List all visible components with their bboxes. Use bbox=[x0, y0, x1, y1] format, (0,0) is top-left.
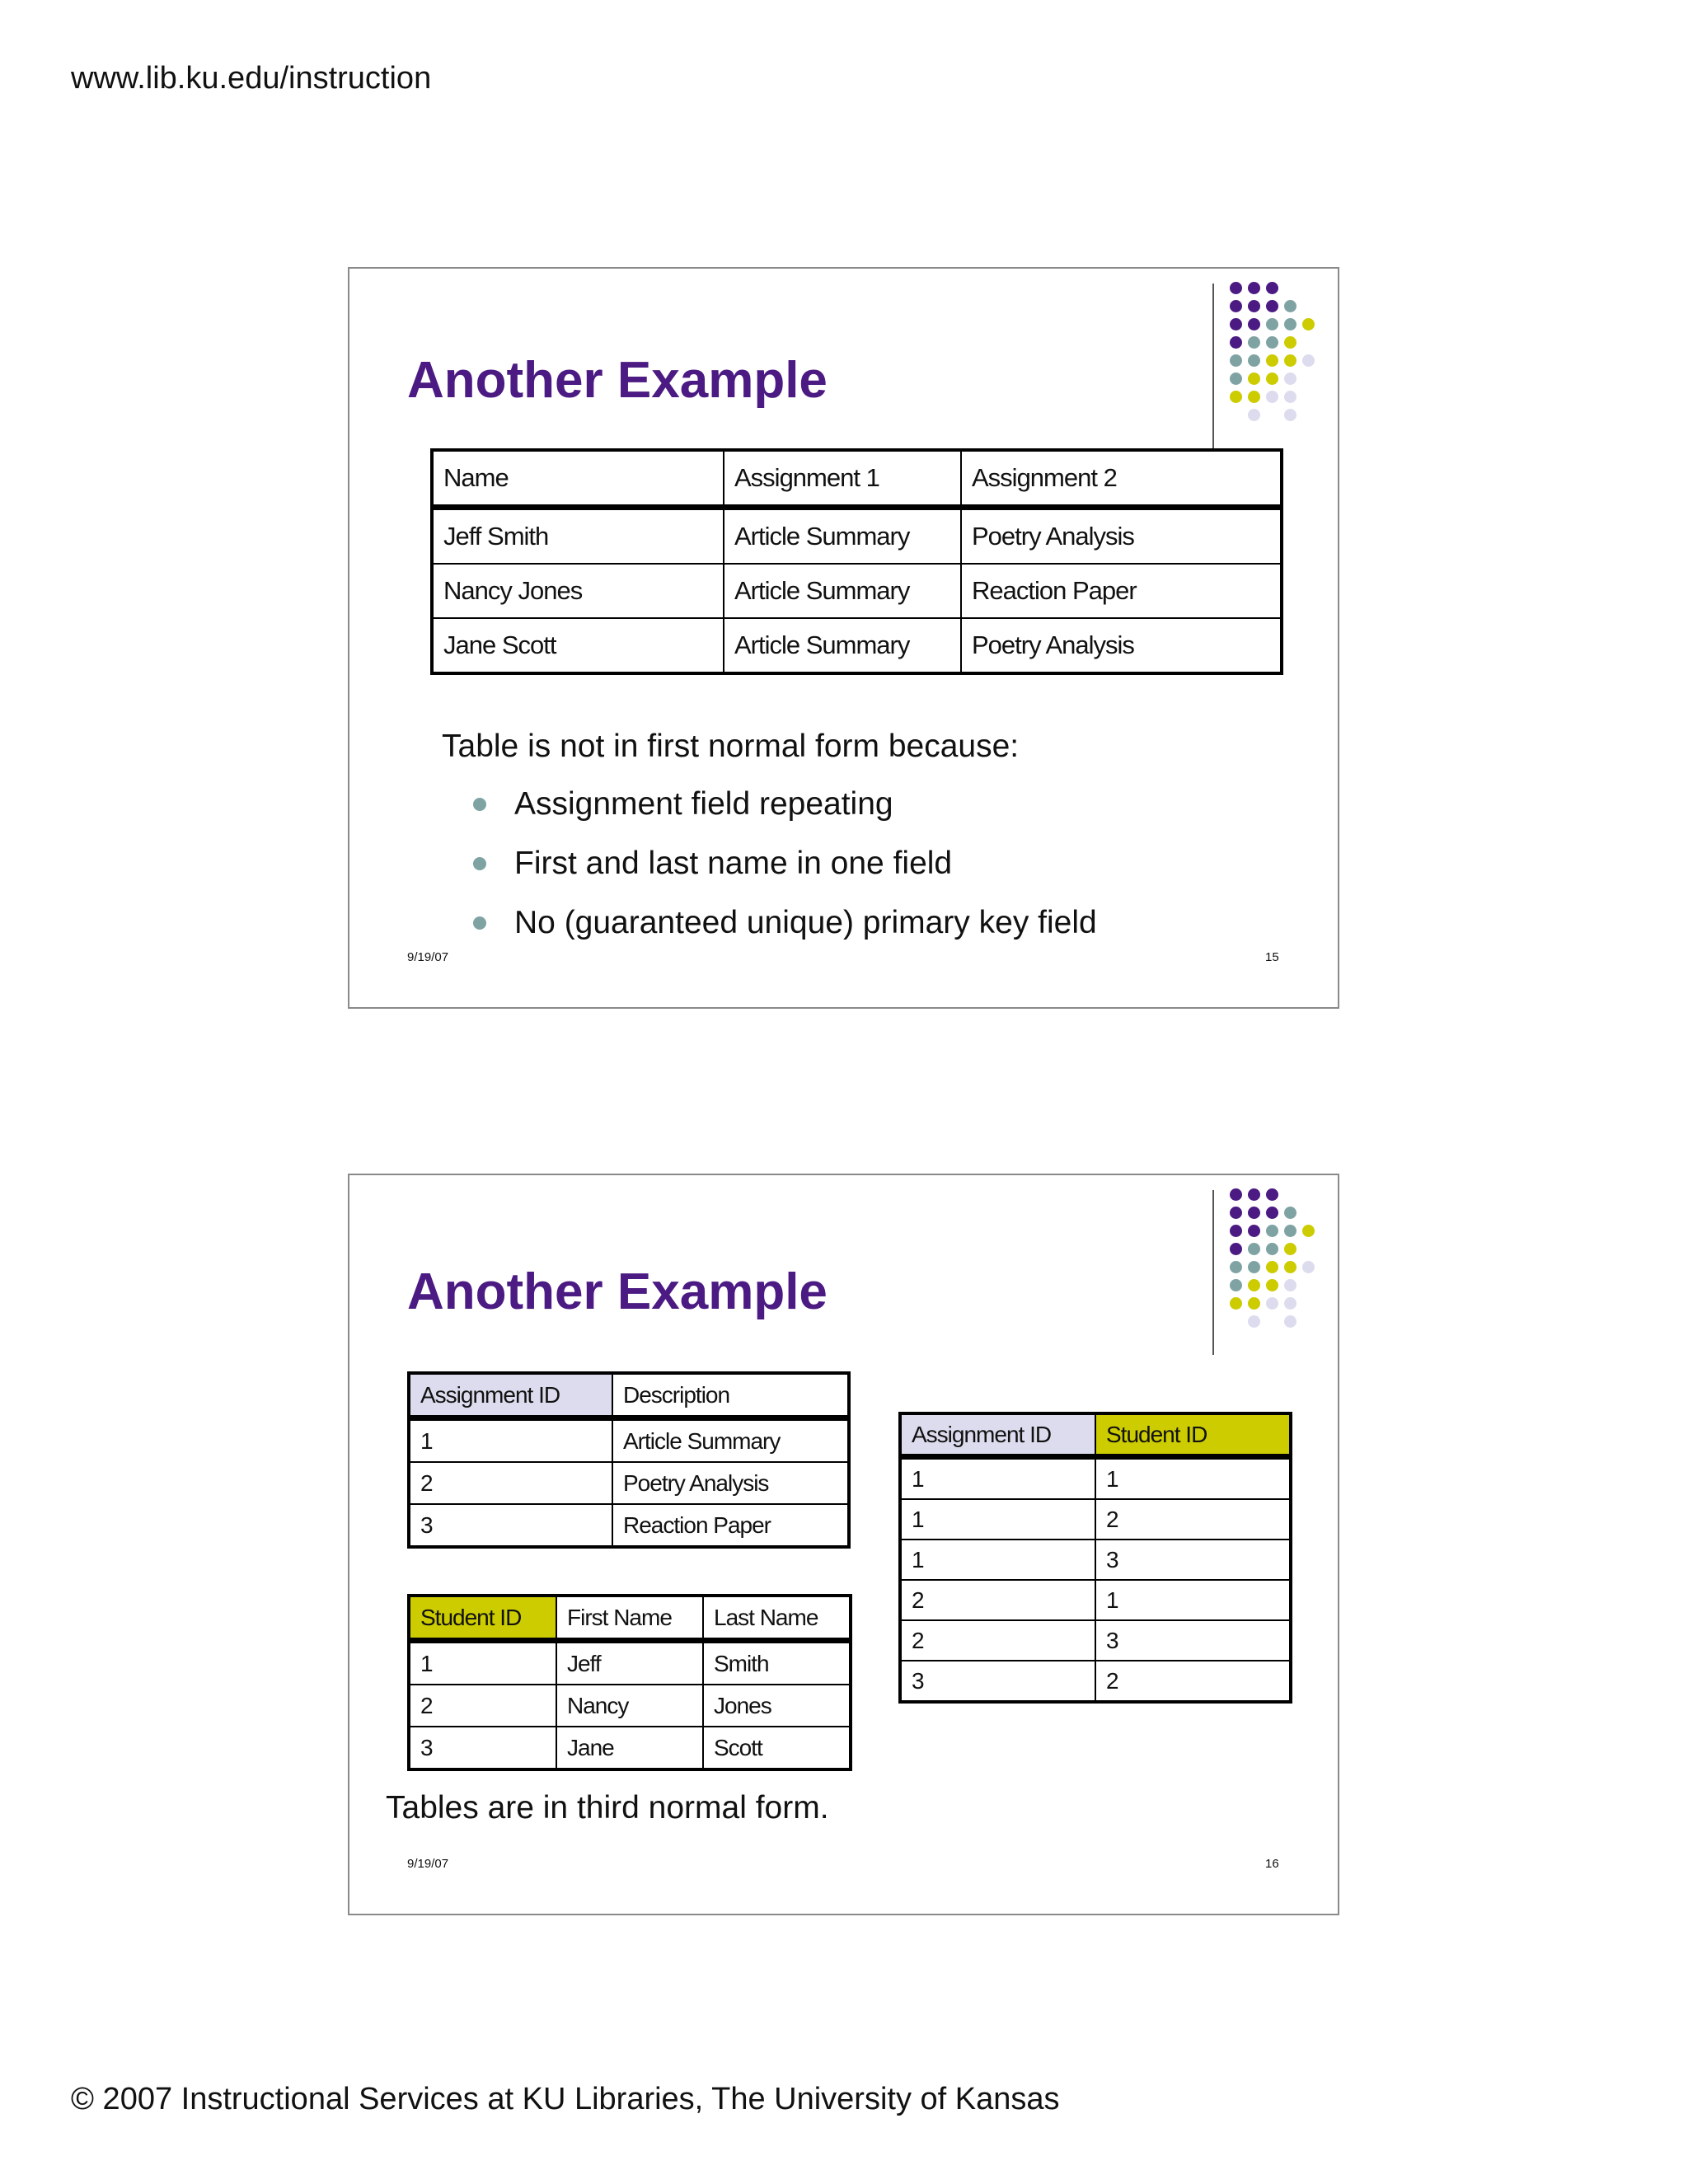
logo-dot bbox=[1248, 409, 1260, 421]
logo-dot bbox=[1266, 1297, 1278, 1310]
bullet-dot-icon bbox=[473, 798, 486, 811]
logo-dot bbox=[1284, 318, 1296, 330]
assignment-student-table bbox=[898, 1412, 1292, 1704]
logo-dot bbox=[1266, 1188, 1278, 1201]
logo-dot bbox=[1248, 336, 1260, 349]
logo-dot bbox=[1266, 373, 1278, 385]
header-cell: Last Name bbox=[703, 1596, 851, 1641]
page-header-url: www.lib.ku.edu/instruction bbox=[71, 61, 432, 96]
table-row bbox=[900, 1620, 1291, 1661]
header-cell: Assignment 1 bbox=[724, 450, 961, 508]
logo-dot bbox=[1284, 373, 1296, 385]
logo-dot bbox=[1248, 391, 1260, 403]
logo-dot bbox=[1302, 1261, 1315, 1273]
table-cell: 2 bbox=[409, 1685, 556, 1727]
logo-dot bbox=[1266, 1207, 1278, 1219]
header-cell: Student ID bbox=[409, 1596, 556, 1641]
bullet-text: No (guaranteed unique) primary key field bbox=[514, 905, 1097, 940]
table-cell: 3 bbox=[900, 1661, 1095, 1702]
logo-dot bbox=[1230, 336, 1242, 349]
table-cell: 1 bbox=[409, 1418, 612, 1463]
logo-dot bbox=[1266, 354, 1278, 367]
table-cell: 1 bbox=[900, 1540, 1095, 1580]
table-row bbox=[900, 1457, 1291, 1500]
table-cell: 3 bbox=[409, 1504, 612, 1547]
table-cell: Reaction Paper bbox=[961, 564, 1282, 618]
logo-dot bbox=[1248, 300, 1260, 312]
logo-dot bbox=[1284, 1243, 1296, 1255]
logo-dot bbox=[1248, 1297, 1260, 1310]
table-cell: Article Summary bbox=[612, 1418, 849, 1463]
bullet-list bbox=[473, 785, 1097, 963]
conclusion-text: Tables are in third normal form. bbox=[386, 1790, 829, 1825]
table-cell: Poetry Analysis bbox=[612, 1462, 849, 1504]
logo-dot bbox=[1284, 354, 1296, 367]
slide-title: Another Example bbox=[407, 352, 828, 409]
table-cell: Poetry Analysis bbox=[961, 618, 1282, 673]
table-cell: Smith bbox=[703, 1641, 851, 1685]
logo-dot bbox=[1284, 1279, 1296, 1291]
table-row bbox=[409, 1462, 849, 1504]
logo-dot bbox=[1284, 409, 1296, 421]
table-row bbox=[900, 1540, 1291, 1580]
logo-dot bbox=[1248, 1261, 1260, 1273]
bullet-dot-icon bbox=[473, 857, 486, 870]
table-row bbox=[409, 1504, 849, 1547]
header-cell: Name bbox=[432, 450, 724, 508]
table-cell: 3 bbox=[1095, 1620, 1291, 1661]
logo-dot bbox=[1284, 1315, 1296, 1328]
table-cell: Jones bbox=[703, 1685, 851, 1727]
logo-dot bbox=[1248, 1315, 1260, 1328]
header-cell: First Name bbox=[556, 1596, 703, 1641]
bullet-item bbox=[473, 844, 1097, 903]
table-row bbox=[900, 1499, 1291, 1540]
table-cell: 2 bbox=[1095, 1661, 1291, 1702]
logo-dot bbox=[1284, 1297, 1296, 1310]
slide-16 bbox=[348, 1174, 1339, 1915]
slide-title: Another Example bbox=[407, 1263, 828, 1320]
table-cell: Scott bbox=[703, 1727, 851, 1769]
logo-dot bbox=[1248, 373, 1260, 385]
table-cell: 1 bbox=[900, 1457, 1095, 1500]
logo-dot bbox=[1230, 1297, 1242, 1310]
table-row bbox=[432, 508, 1282, 565]
page-footer-copyright: © 2007 Instructional Services at KU Libraries, The University of Kansas bbox=[71, 2082, 1060, 2116]
slide-15 bbox=[348, 267, 1339, 1009]
table-cell: Jane Scott bbox=[432, 618, 724, 673]
table-cell: 2 bbox=[1095, 1499, 1291, 1540]
logo-dot bbox=[1266, 336, 1278, 349]
table-row bbox=[409, 1641, 851, 1685]
logo-dot bbox=[1302, 354, 1315, 367]
table-row bbox=[432, 564, 1282, 618]
logo-dot bbox=[1230, 300, 1242, 312]
table-cell: Jeff bbox=[556, 1641, 703, 1685]
table-row bbox=[900, 1661, 1291, 1702]
logo-dot bbox=[1266, 318, 1278, 330]
logo-dot bbox=[1266, 1225, 1278, 1237]
table-cell: 3 bbox=[1095, 1540, 1291, 1580]
logo-dot bbox=[1248, 282, 1260, 294]
logo-dot bbox=[1302, 1225, 1315, 1237]
table-cell: Article Summary bbox=[724, 618, 961, 673]
table-cell: Nancy bbox=[556, 1685, 703, 1727]
table-row bbox=[409, 1727, 851, 1769]
table-cell: Nancy Jones bbox=[432, 564, 724, 618]
logo-dot bbox=[1302, 318, 1315, 330]
logo-dot bbox=[1284, 336, 1296, 349]
table-row bbox=[409, 1418, 849, 1463]
logo-dot bbox=[1248, 1279, 1260, 1291]
table-cell: Reaction Paper bbox=[612, 1504, 849, 1547]
logo-dot bbox=[1248, 1188, 1260, 1201]
logo-dot bbox=[1230, 282, 1242, 294]
bullet-text: First and last name in one field bbox=[514, 846, 953, 881]
slide-number: 16 bbox=[1265, 1857, 1279, 1871]
table-row bbox=[432, 618, 1282, 673]
table-cell: Poetry Analysis bbox=[961, 508, 1282, 565]
logo-dot bbox=[1284, 391, 1296, 403]
logo-dot bbox=[1284, 300, 1296, 312]
logo-dot bbox=[1248, 318, 1260, 330]
logo-dot bbox=[1230, 354, 1242, 367]
header-cell: Assignment 2 bbox=[961, 450, 1282, 508]
logo-dot bbox=[1248, 1207, 1260, 1219]
header-cell: Student ID bbox=[1095, 1413, 1291, 1457]
logo-dot bbox=[1266, 1243, 1278, 1255]
table-row bbox=[900, 1580, 1291, 1620]
assignments-table bbox=[407, 1371, 851, 1549]
logo-dot bbox=[1230, 1225, 1242, 1237]
logo-dot bbox=[1248, 1225, 1260, 1237]
slide-date: 9/19/07 bbox=[407, 950, 449, 964]
logo-dot bbox=[1248, 1243, 1260, 1255]
logo-dot bbox=[1248, 354, 1260, 367]
header-cell: Assignment ID bbox=[409, 1373, 612, 1418]
table-cell: 1 bbox=[1095, 1580, 1291, 1620]
logo-dot bbox=[1230, 1207, 1242, 1219]
logo-dot bbox=[1230, 1243, 1242, 1255]
table-cell: 2 bbox=[900, 1620, 1095, 1661]
logo-dot bbox=[1284, 1261, 1296, 1273]
logo-dot bbox=[1230, 1261, 1242, 1273]
logo-dot bbox=[1266, 282, 1278, 294]
header-cell: Assignment ID bbox=[900, 1413, 1095, 1457]
logo-dot bbox=[1230, 391, 1242, 403]
bullet-item bbox=[473, 903, 1097, 963]
table-cell: 1 bbox=[409, 1641, 556, 1685]
table-cell: Jane bbox=[556, 1727, 703, 1769]
logo-dot bbox=[1284, 1225, 1296, 1237]
table-cell: Article Summary bbox=[724, 508, 961, 565]
logo-dot bbox=[1284, 1207, 1296, 1219]
bullet-text: Assignment field repeating bbox=[514, 786, 893, 822]
logo-dot bbox=[1230, 318, 1242, 330]
table-cell: 2 bbox=[900, 1580, 1095, 1620]
logo-dot bbox=[1230, 373, 1242, 385]
logo-dot bbox=[1230, 1279, 1242, 1291]
logo-dot bbox=[1266, 1279, 1278, 1291]
slide-number: 15 bbox=[1265, 950, 1279, 964]
table-row bbox=[409, 1685, 851, 1727]
table-cell: Jeff Smith bbox=[432, 508, 724, 565]
bullet-item bbox=[473, 785, 1097, 844]
enrollment-table bbox=[430, 448, 1283, 675]
table-cell: Article Summary bbox=[724, 564, 961, 618]
logo-dot bbox=[1266, 391, 1278, 403]
bullet-dot-icon bbox=[473, 916, 486, 930]
logo-dot bbox=[1266, 300, 1278, 312]
slide-date: 9/19/07 bbox=[407, 1857, 449, 1871]
logo-dot bbox=[1266, 1261, 1278, 1273]
header-cell: Description bbox=[612, 1373, 849, 1418]
note-text: Table is not in first normal form because: bbox=[442, 729, 1020, 764]
logo-divider bbox=[1212, 284, 1214, 448]
students-table bbox=[407, 1594, 852, 1771]
table-cell: 1 bbox=[900, 1499, 1095, 1540]
table-cell: 2 bbox=[409, 1462, 612, 1504]
logo-divider bbox=[1212, 1190, 1214, 1355]
table-cell: 1 bbox=[1095, 1457, 1291, 1500]
logo-dot bbox=[1230, 1188, 1242, 1201]
table-cell: 3 bbox=[409, 1727, 556, 1769]
